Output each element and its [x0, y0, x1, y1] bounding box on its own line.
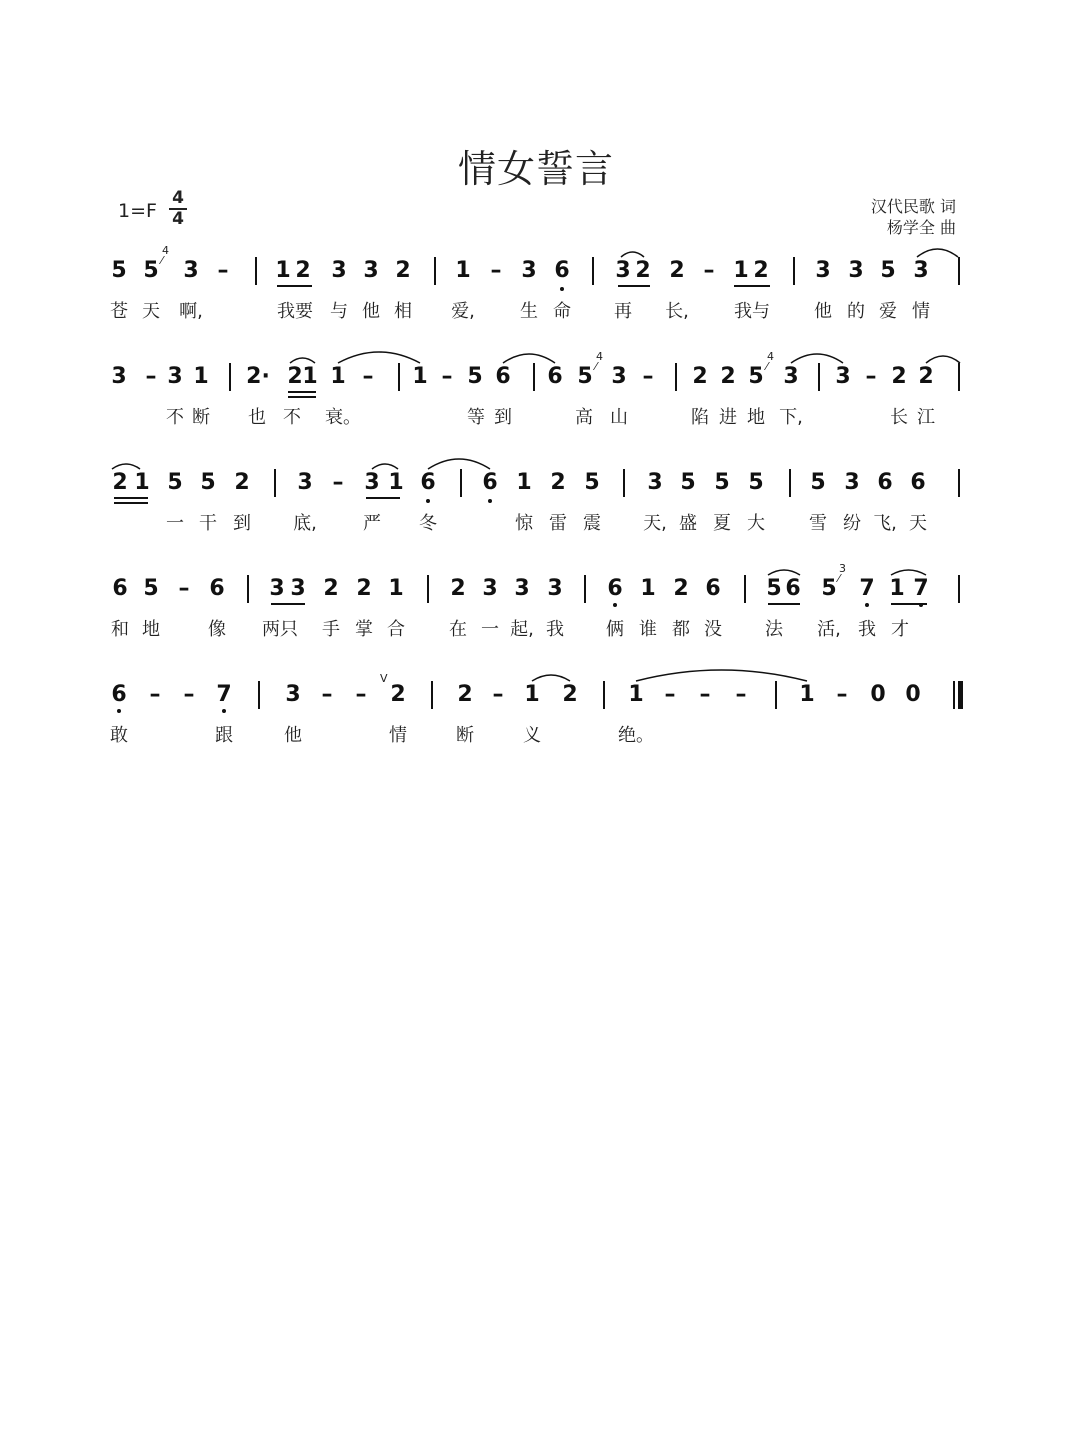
- composer-credit: 杨学全 曲: [886, 218, 956, 237]
- grace-slash: ⁄: [766, 360, 768, 373]
- note: 3: [521, 258, 537, 283]
- slur-arc: [503, 354, 555, 363]
- note: 3: [844, 470, 860, 495]
- lyric-syllable: 冬: [419, 513, 437, 534]
- note: 5: [748, 364, 764, 389]
- lyric-syllable: 像: [208, 619, 226, 640]
- lyric-syllable: 他: [814, 301, 832, 322]
- note: 2: [753, 258, 769, 283]
- note: 3: [363, 258, 379, 283]
- slur-arc: [621, 252, 644, 257]
- lyric-syllable: 俩: [606, 619, 624, 640]
- note: 1: [275, 258, 291, 283]
- lyric-syllable: 情: [912, 301, 930, 322]
- time-denominator: 4: [172, 209, 184, 229]
- lyric-syllable: 衰。: [325, 407, 361, 428]
- slur-arc: [338, 352, 420, 363]
- note: 2: [112, 470, 128, 495]
- lyric-syllable: 命: [553, 301, 571, 322]
- note: 6: [554, 258, 570, 283]
- dash-note: –: [865, 364, 877, 389]
- note: 3: [364, 470, 380, 495]
- note: 7: [913, 576, 929, 601]
- note: 7: [859, 576, 875, 601]
- note: 5: [111, 258, 127, 283]
- note: 3: [269, 576, 285, 601]
- lyric-syllable: 在: [449, 619, 467, 640]
- slur-arc: [372, 464, 398, 469]
- note: 1: [388, 470, 404, 495]
- lyric-syllable: 不: [166, 407, 184, 428]
- note: 5: [880, 258, 896, 283]
- lyric-syllable: 等: [467, 407, 485, 428]
- dash-note: –: [836, 682, 848, 707]
- lyric-syllable: 惊: [515, 513, 533, 534]
- lyric-syllable: 敢: [110, 725, 128, 746]
- note: 1: [516, 470, 532, 495]
- note: 3: [647, 470, 663, 495]
- note: 5: [766, 576, 782, 601]
- lyric-syllable: 手: [322, 619, 340, 640]
- note: 1: [640, 576, 656, 601]
- slur-arc: [768, 570, 800, 575]
- note: 1: [330, 364, 346, 389]
- slur-arc: [926, 356, 960, 363]
- slur-arc: [290, 358, 315, 363]
- lyric-syllable: 雷: [549, 513, 567, 534]
- note: 3: [482, 576, 498, 601]
- lyric-syllable: 山: [610, 407, 628, 428]
- lyric-syllable: 我要: [277, 301, 313, 322]
- lyric-syllable: 两只: [262, 619, 298, 640]
- note: 5: [167, 470, 183, 495]
- dash-note: –: [362, 364, 374, 389]
- note: 3: [848, 258, 864, 283]
- slur-arc: [917, 249, 958, 257]
- lyric-syllable: 起,: [510, 619, 534, 640]
- lyric-syllable: 他: [284, 725, 302, 746]
- lyric-syllable: 长: [890, 407, 908, 428]
- lyric-syllable: 干: [199, 513, 217, 534]
- lyric-syllable: 我: [858, 619, 876, 640]
- note: 3: [297, 470, 313, 495]
- lyric-syllable: 与: [330, 301, 348, 322]
- note: 1: [628, 682, 644, 707]
- note: 2: [323, 576, 339, 601]
- lyric-syllable: 我: [546, 619, 564, 640]
- lyric-syllable: 陷: [691, 407, 709, 428]
- note: 3: [611, 364, 627, 389]
- lyric-syllable: 苍: [110, 301, 128, 322]
- dash-note: –: [178, 576, 190, 601]
- lyric-syllable: 都: [672, 619, 690, 640]
- grace-note: 4: [162, 244, 169, 257]
- note: 5: [810, 470, 826, 495]
- breath-mark: V: [380, 672, 388, 685]
- lyric-syllable: 盛: [679, 513, 697, 534]
- note: 5: [821, 576, 837, 601]
- lyric-syllable: 长,: [665, 301, 689, 322]
- note: 3: [290, 576, 306, 601]
- note: 6: [420, 470, 436, 495]
- note: 5: [680, 470, 696, 495]
- lyric-syllable: 跟: [215, 725, 233, 746]
- lyric-syllable: 一: [481, 619, 499, 640]
- note: 1: [134, 470, 150, 495]
- lyric-syllable: 断: [456, 725, 474, 746]
- note: 5: [467, 364, 483, 389]
- lyric-syllable: 绝。: [618, 725, 654, 746]
- lyric-syllable: 义: [523, 725, 541, 746]
- grace-slash: ⁄: [838, 572, 840, 585]
- dash-note: –: [149, 682, 161, 707]
- lyricist-credit: 汉代民歌 词: [870, 197, 956, 216]
- note: 1: [193, 364, 209, 389]
- lyric-syllable: 一: [166, 513, 184, 534]
- lyric-syllable: 法: [765, 619, 783, 640]
- lyric-syllable: 高: [575, 407, 593, 428]
- lyric-syllable: 纷: [843, 513, 861, 534]
- lyric-syllable: 再: [614, 301, 632, 322]
- note: 6: [111, 682, 127, 707]
- note: 6: [112, 576, 128, 601]
- dash-note: –: [321, 682, 333, 707]
- dash-note: –: [145, 364, 157, 389]
- note: 3: [547, 576, 563, 601]
- grace-slash: ⁄: [595, 360, 597, 373]
- slur-arc: [791, 354, 843, 363]
- lyric-syllable: 掌: [355, 619, 373, 640]
- dash-note: –: [490, 258, 502, 283]
- lyric-syllable: 天,: [643, 513, 667, 534]
- dash-note: –: [703, 258, 715, 283]
- slur-arc: [112, 464, 140, 469]
- note: 5: [714, 470, 730, 495]
- note: 3: [285, 682, 301, 707]
- note: 6: [209, 576, 225, 601]
- lyric-syllable: 到: [233, 513, 251, 534]
- lyric-syllable: 相: [394, 301, 412, 322]
- note: 1: [799, 682, 815, 707]
- lyric-syllable: 断: [192, 407, 210, 428]
- lyric-syllable: 活,: [817, 619, 841, 640]
- lyric-syllable: 到: [494, 407, 512, 428]
- note: 6: [705, 576, 721, 601]
- grace-note: 3: [839, 562, 846, 575]
- note: 2: [673, 576, 689, 601]
- note: 2: [692, 364, 708, 389]
- note: 3: [783, 364, 799, 389]
- dash-note: –: [183, 682, 195, 707]
- lyric-syllable: 的: [847, 301, 865, 322]
- slur-arc: [636, 670, 807, 681]
- note: 6: [785, 576, 801, 601]
- lyric-syllable: 进: [719, 407, 737, 428]
- lyric-syllable: 谁: [639, 619, 657, 640]
- note: 6: [910, 470, 926, 495]
- note: 2: [720, 364, 736, 389]
- note: 2: [562, 682, 578, 707]
- note: 3: [615, 258, 631, 283]
- note: 1: [733, 258, 749, 283]
- slur-arc: [891, 570, 926, 575]
- lyric-syllable: 啊,: [179, 301, 203, 322]
- lyric-syllable: 雪: [809, 513, 827, 534]
- note: 6: [607, 576, 623, 601]
- note: 3: [514, 576, 530, 601]
- lyric-syllable: 天: [909, 513, 927, 534]
- lyric-syllable: 不: [283, 407, 301, 428]
- note: 2: [457, 682, 473, 707]
- note: 3: [815, 258, 831, 283]
- note: 3: [167, 364, 183, 389]
- note: 3: [331, 258, 347, 283]
- note: 6: [547, 364, 563, 389]
- lyric-syllable: 飞,: [873, 513, 897, 534]
- note: 0: [870, 682, 886, 707]
- lyric-syllable: 夏: [713, 513, 731, 534]
- note: 3: [111, 364, 127, 389]
- lyric-syllable: 爱: [879, 301, 897, 322]
- dash-note: –: [217, 258, 229, 283]
- note: 6: [482, 470, 498, 495]
- note: 6: [877, 470, 893, 495]
- note: 5: [200, 470, 216, 495]
- dash-note: –: [332, 470, 344, 495]
- lyric-syllable: 我与: [734, 301, 770, 322]
- note: 1: [388, 576, 404, 601]
- lyric-syllable: 江: [917, 407, 935, 428]
- key-signature: 1=F: [118, 200, 157, 222]
- dash-note: –: [355, 682, 367, 707]
- note: 5: [577, 364, 593, 389]
- note: 2: [450, 576, 466, 601]
- lyric-syllable: 地: [142, 619, 160, 640]
- slur-arc: [532, 675, 570, 681]
- lyric-syllable: 爱,: [451, 301, 475, 322]
- note: 2: [918, 364, 934, 389]
- dash-note: –: [492, 682, 504, 707]
- dash-note: –: [642, 364, 654, 389]
- note: 3: [835, 364, 851, 389]
- note: 5: [143, 576, 159, 601]
- lyric-syllable: 合: [387, 619, 405, 640]
- lyric-syllable: 才: [891, 619, 909, 640]
- lyric-syllable: 没: [704, 619, 722, 640]
- note: 5: [584, 470, 600, 495]
- note: 1: [889, 576, 905, 601]
- slur-arc: [428, 459, 490, 469]
- dash-note: –: [735, 682, 747, 707]
- lyric-syllable: 也: [248, 407, 266, 428]
- note: 2: [550, 470, 566, 495]
- lyric-syllable: 生: [520, 301, 538, 322]
- note: 1: [412, 364, 428, 389]
- grace-note: 4: [596, 350, 603, 363]
- lyric-syllable: 大: [747, 513, 765, 534]
- song-title: 情女誓言: [457, 147, 614, 191]
- grace-slash: ⁄: [161, 254, 163, 267]
- note: 2: [234, 470, 250, 495]
- time-numerator: 4: [172, 188, 184, 208]
- note: 6: [495, 364, 511, 389]
- dash-note: –: [699, 682, 711, 707]
- note: 2: [295, 258, 311, 283]
- lyric-syllable: 天: [142, 301, 160, 322]
- lyric-syllable: 情: [389, 725, 407, 746]
- lyric-syllable: 下,: [779, 407, 803, 428]
- note: 2: [395, 258, 411, 283]
- note: 7: [216, 682, 232, 707]
- note: 5: [748, 470, 764, 495]
- note: 1: [302, 364, 318, 389]
- dash-note: –: [441, 364, 453, 389]
- note: 1: [455, 258, 471, 283]
- note: 2: [669, 258, 685, 283]
- lyric-syllable: 严: [363, 513, 381, 534]
- note: 0: [905, 682, 921, 707]
- dash-note: –: [664, 682, 676, 707]
- note: 2: [287, 364, 303, 389]
- lyric-syllable: 震: [583, 513, 601, 534]
- lyric-syllable: 和: [111, 619, 129, 640]
- note: 3: [183, 258, 199, 283]
- note: 2: [891, 364, 907, 389]
- lyric-syllable: 他: [362, 301, 380, 322]
- note: 2: [635, 258, 651, 283]
- note: 2: [390, 682, 406, 707]
- grace-note: 4: [767, 350, 774, 363]
- lyric-syllable: 地: [747, 407, 765, 428]
- note: 2: [356, 576, 372, 601]
- note: 3: [913, 258, 929, 283]
- note: 2·: [246, 364, 270, 389]
- note: 5: [143, 258, 159, 283]
- lyric-syllable: 底,: [293, 513, 317, 534]
- note: 1: [524, 682, 540, 707]
